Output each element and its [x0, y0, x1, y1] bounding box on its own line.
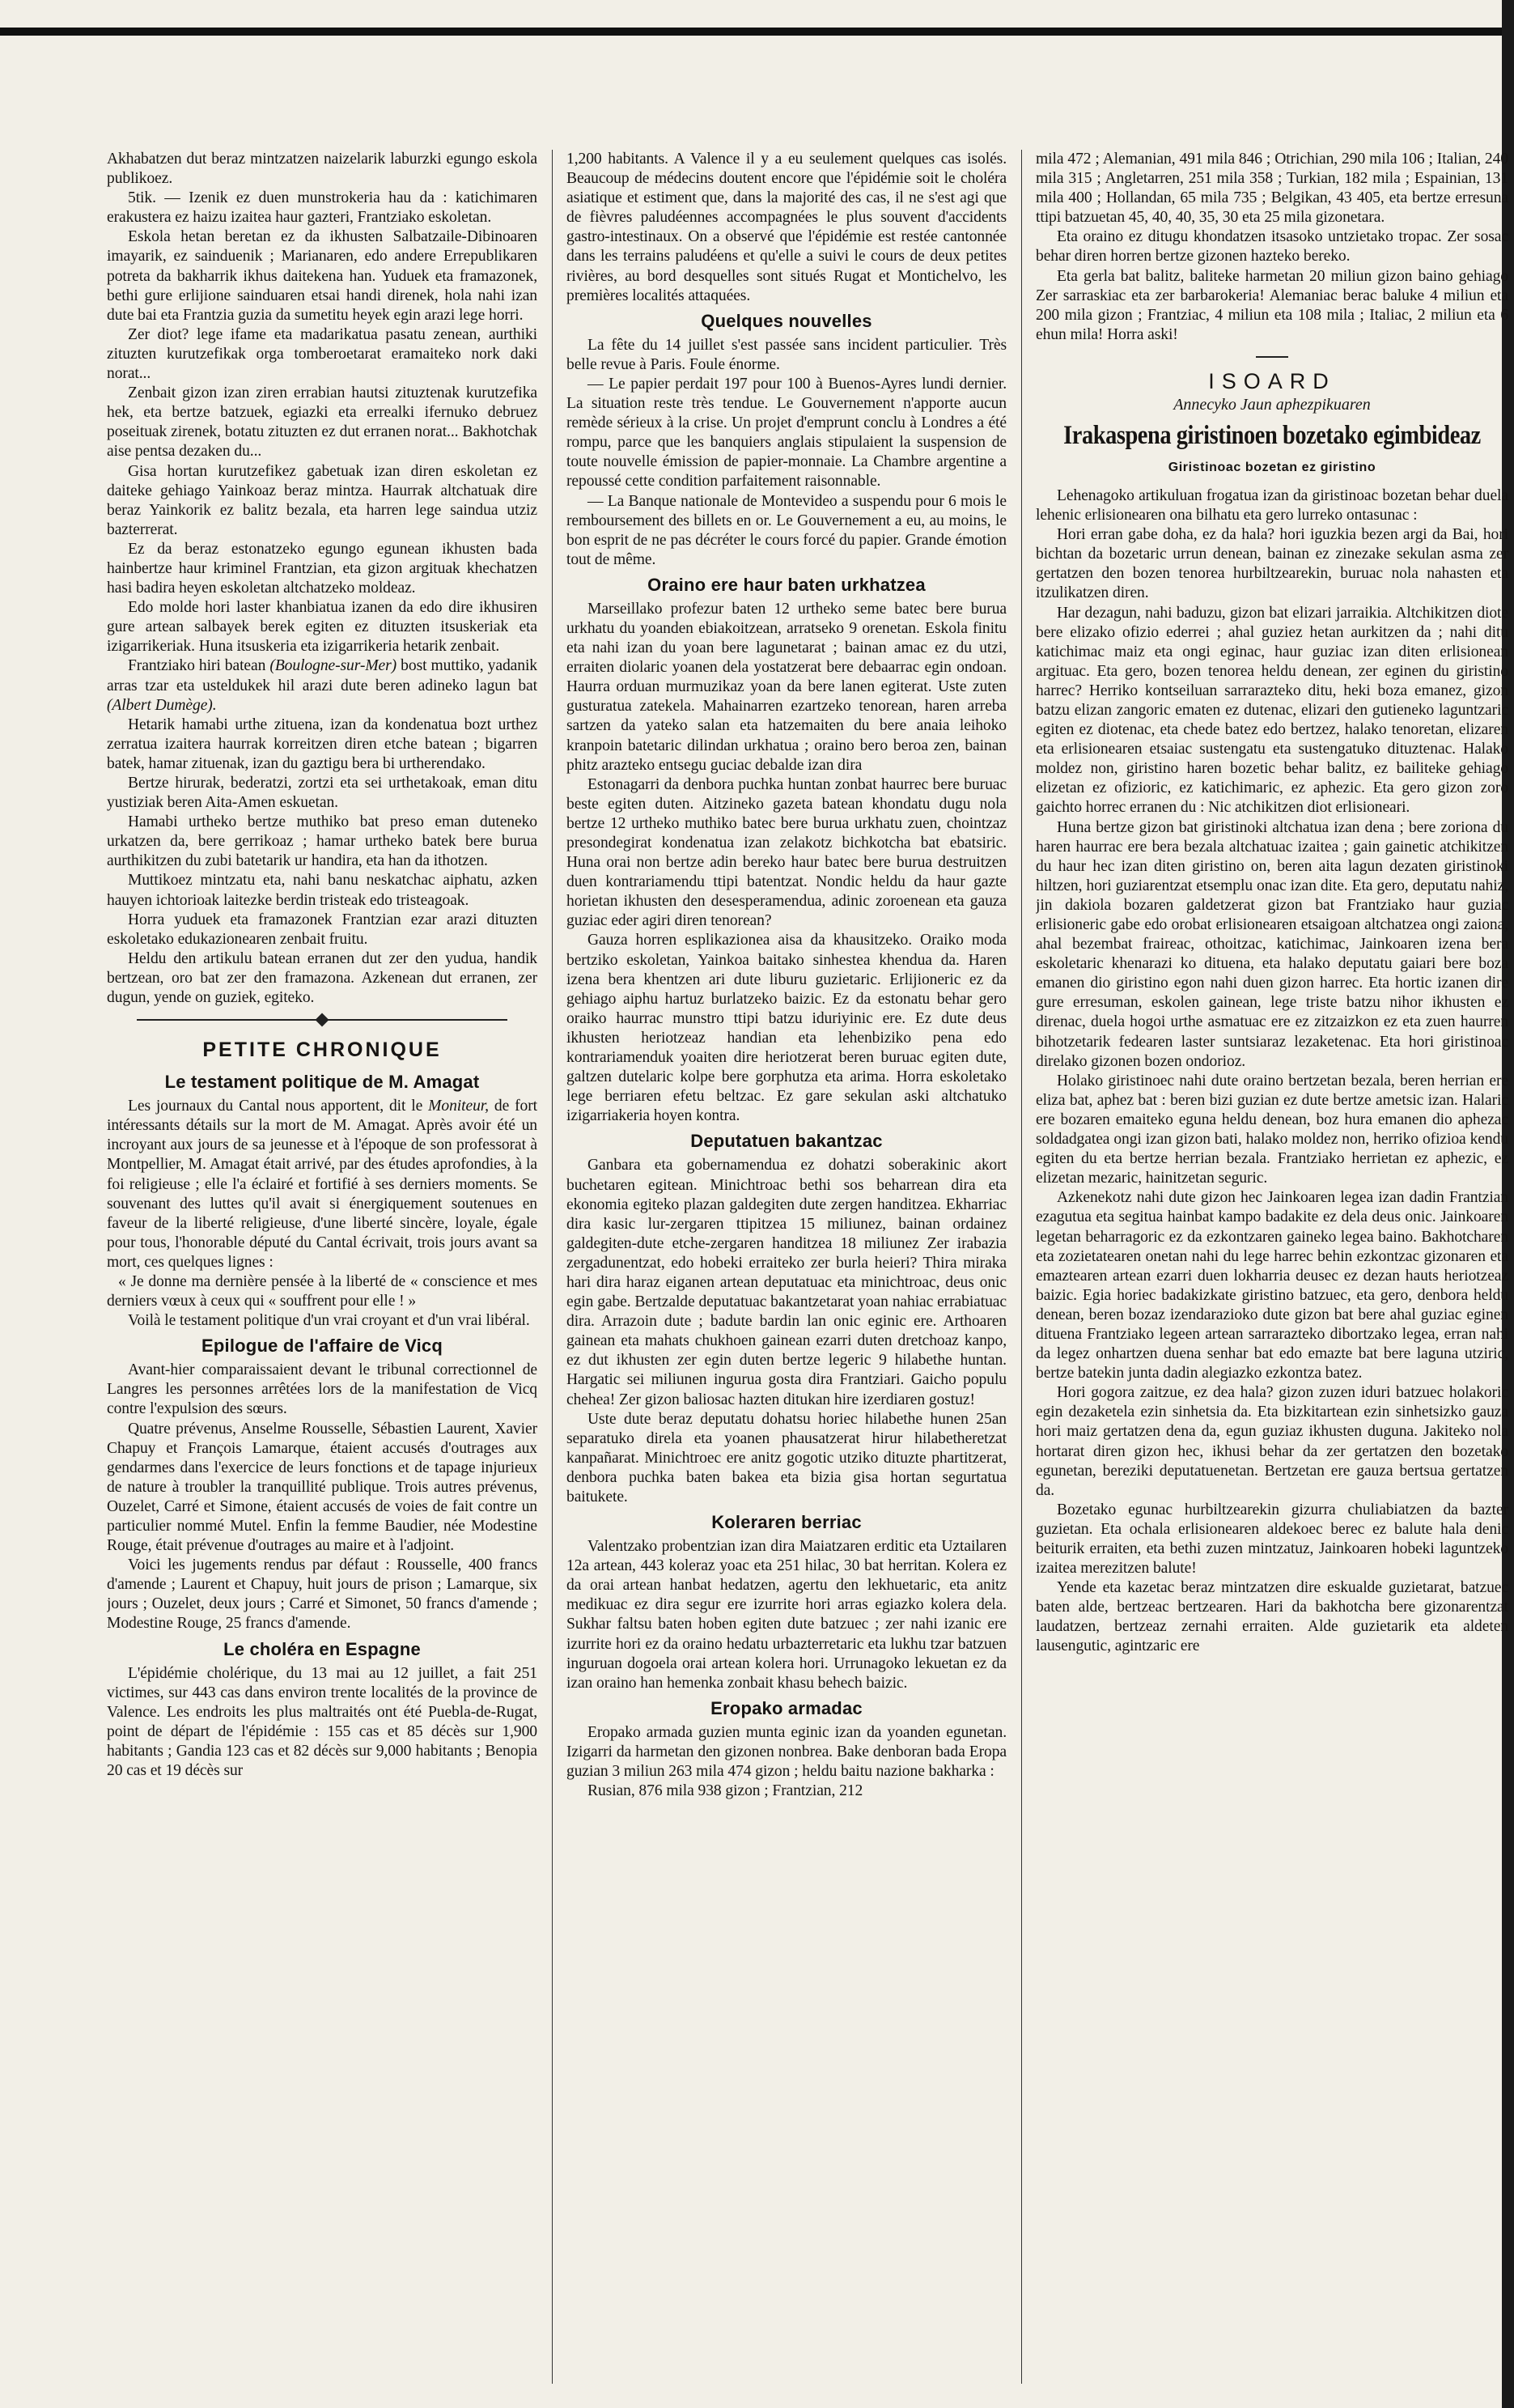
article-subheading: Giristinoac bozetan ez giristino [1168, 460, 1376, 474]
article-heading: Deputatuen bakantzac [690, 1131, 883, 1152]
paragraph: Ganbara eta gobernamendua ez dohatzi soberakinic akort buchetaren egitean. Minichtroac bethi sos beharrean dira eta ekonomia egiteko plazan galdegiten dute zergen handitzea. Ekharriac dira kasic lur-zergaren ttipitzea 15 miliunez, bainan ordainez galdegiten-dute etche-zergaren handitzea 18 miliunez Zer irabazia zergadunentzat, edo hobeki erraiteko zer burla heieri? Thira miraka hari dira haraz eiganen artean deputatuac eta minichtroac, deus onic egin gabe. Bertzalde deputatuac bakantzetarat yoan nahiac errabiatuac dira. Arrazoin dute ; badute bardin lan onic eginic ere. Arthoaren gainean eta mahats chukhoen gainean ezarri duten dretchoaz kanpo, ez dut ikhusten zer egin duten bertze legeric 9 hilabethe huntan. Hargatic sei miliunen ingurua gosta dira Frantziari. Gaicho populu chehea! Zer gizon baliosac hazten ditukan hire izerdiaren gostuz! [566, 1157, 1007, 1408]
paragraph: Eta oraino ez ditugu khondatzen itsasoko untzietako tropac. Zer sosac behar diren horren bertze gizonen hazteko bereko. [1036, 228, 1508, 265]
paragraph: Zenbait gizon izan ziren errabian hautsi zituztenak kurutzefika hek, eta bertze batzuek, egiazki eta errealki ifernuko debruez poseituak zirenek, botatu zituzten ez dut erranen norat... Bakhotchak aise pentsa dezaken du... [107, 384, 537, 461]
paragraph: Lehenagoko artikuluan frogatua izan da giristinoac bozetan behar duela lehenic erlisionearen ona bilhatu eta gero lurreko ontasunac : [1036, 486, 1508, 524]
article-heading: Le choléra en Espagne [223, 1638, 421, 1659]
paragraph: Eta gerla bat balitz, baliteke harmetan 20 miliun gizon baino gehiago Zer sarraskiac eta zer barbarokeria! Alemaniac berac baluke 4 miliun eta 200 mila gizon ; Frantziac, 4 miliun eta 108 mila ; Italiac, 2 miliun eta 6 ehun mila! Horra aski! [1036, 267, 1508, 343]
article-heading: Le testament politique de M. Amagat [164, 1072, 480, 1093]
paragraph: Hori erran gabe doha, ez da hala? hori iguzkia bezen argi da Bai, hori bichtan da bozetaric urrun denean, bainan ez zinezake sekulan asma zer gertatzen den bozen tenorea hurbiltzearekin, buruac nola nahasten eta itzulikatzen diren. [1036, 526, 1508, 602]
paragraph: Akhabatzen dut beraz mintzatzen naizelarik laburzki egungo eskola publikoez. [107, 151, 537, 188]
paragraph: Edo molde hori laster khanbiatua izanen da edo dire ikhusiren gure artean salbayek berek egiten ez dituzten itsuskeriak eta izigarrikeriak. Huna itsuskeria eta izigarrikeria hetarik zenbait. [107, 599, 537, 656]
paragraph: Hori gogora zaitzue, ez dea hala? gizon zuzen iduri batzuec holakoric egin dezaketela ezin sinhetsia da. Eta bizkitartean ezin sinhetsizko gauza hori maiz gertatzen dena da, egun guziaz ikhusten duguna. Jakiteko nola hortarat diren gizon hec, ikhusi behar da zer gertatzen den bozetako egunetan, bereziki deputatuenetan. Bertzetan ere gauza bertsua gertatzen da. [1036, 1384, 1508, 1499]
paragraph: Voici les jugements rendus par défaut : Rousselle, 400 francs d'amende ; Laurent et Chapuy, huit jours de prison ; Lamarque, six jours ; Ouzelet, deux jours ; Carré et Simonet, 50 francs d'amende ; Modestine Rouge, 25 francs d'amende. [107, 1556, 537, 1633]
article-title: Irakaspena giristinoen bozetako egimbideaz [1063, 420, 1481, 450]
article-heading: Oraino ere haur baten urkhatzea [647, 574, 926, 595]
paragraph: Bozetako egunac hurbiltzearekin gizurra chuliabiatzen da bazter guzietan. Eta ochala erlisionearen aldekoec berec ez balute hala denic beiturik erraiten, eta bethi zuzen mintzatuz, Jainkoaren hobeki laguntzeko izaitea merezitzen balute! [1036, 1501, 1508, 1578]
ornament-rule [137, 1019, 507, 1021]
author-title: Annecyko Jaun aphezpikuaren [1173, 395, 1371, 414]
column-3 [1036, 150, 1508, 2384]
paragraph: Avant-hier comparaissaient devant le tribunal correctionnel de Langres les personnes arrêtées lors de la manifestation de Vicq contre l'expulsion des sœurs. [107, 1361, 537, 1418]
paragraph: Uste dute beraz deputatu dohatsu horiec hilabethe hunen 25an separatuko direla eta yoanen phausatzerat hirur hilabetheretzat kanpañarat. Minichtroec ere anitz gogotic utziko dituzte phartitzerat, denbora puchka baten bakea eta bizia gisa hortan segurtatua baitukete. [566, 1410, 1007, 1506]
paragraph: Gauza horren esplikazionea aisa da khausitzeko. Oraiko moda bertziko eskoletan, Yainkoa baitako sinhestea khendua da. Haren izena bera khentzen ari dute liburu guzietaric. Erlijioneric ez da gehiago aiphu hartuz burlatzeko baizic. Ez da estonatu behar gero oraiko haurrac munstro ttipi batzu iduriyinic ere. Ez dute deus ikhusten heriotzeaz handian eta lehenbiziko pena edo kontrariamenduk yoaiten dire heriotzerat beren buruac egiten dute, galtzen dutelaric kolpe bere gorphutza eta arima. Horra eskoletako lege berriaren efetu beltzac. Ez gare sekulan aski altchatuko izigarriakeria hoyen kontra. [566, 932, 1007, 1125]
paragraph: Zer diot? lege ifame eta madarikatua pasatu zenean, aurthiki zituzten kurutzefikak orga tomberoetarat eramaiteko nork daki norat... [107, 325, 537, 383]
separator-rule [1256, 356, 1288, 358]
paragraph: L'épidémie cholérique, du 13 mai au 12 juillet, a fait 251 victimes, sur 443 cas dans environ trente localités de la province de Valence. Les endroits les plus maltraités ont été Puebla-de-Rugat, point de départ de l'épidémie : 155 cas et 85 décès sur 1,900 habitants ; Gandia 123 cas et 82 décès sur 9,000 habitants ; Benopia 20 cas et 19 décès sur [107, 1664, 537, 1780]
paragraph: 5tik. — Izenik ez duen munstrokeria hau da : katichimaren erakustera ez haizu izaitea haur gazteri, Frantziako eskoletan. [107, 189, 537, 227]
article-heading: Quelques nouvelles [701, 310, 872, 331]
paragraph: — Le papier perdait 197 pour 100 à Buenos-Ayres lundi dernier. La situation reste très tendue. Le Gouvernement n'apporte aucun remède sérieux à la crise. Un projet d'emprunt conclu à Londres a été rompu, parce que les banquiers anglais stipulaient la suspension de toute nouvelle émission de papier-monnaie. La Chambre argentine a repoussé cette condition parfaitement raisonnable. [566, 375, 1007, 491]
paragraph: Valentzako probentzian izan dira Maiatzaren erditic eta Uztailaren 12a artean, 443 koleraz yoac eta 251 hilac, 30 bat herritan. Kolera ez da orai artean hanbat hedatzen, agertu den lekhuetaric, eta anitz medikuac ez dira segur ere izurrite hori arras egiazko kolera dela. Sukhar faltsu baten hoben egiten dute batzuec ; zer nahi izanic ere izurrite hori ez da oraino hedatu urbazterretaric eta lukhu tzar batzuen inguruan dogoela orai artean kolera hori. Urrunagoko lekuetan ez da izan oraino han hemenka zonbait khasu behech baizic. [566, 1538, 1007, 1692]
paragraph: Yende eta kazetac beraz mintzatzen dire eskualde guzietarat, batzuec baten alde, bertzeac bertzearen. Hari da bakhotcha bere gizonarentzat laudatzen, bertzeaz zernahi erraiten. Alde guzietarik eta aldeten lausengutic, agintzaric ere [1036, 1579, 1508, 1655]
quote: « Je donne ma dernière pensée à la liberté de « conscience et mes derniers vœux à ceux qui « souffrent pour elle ! » [107, 1272, 537, 1310]
top-border-rule [0, 28, 1514, 36]
column-2 [566, 150, 1007, 2384]
paragraph: Gisa hortan kurutzefikez gabetuak izan diren eskoletan ez daiteke gehiago Yainkoaz beraz mintza. Haurrak altchatuak dire beraz Yainkorik ez balitz bezala, eta harren lege saindua utziz bazterrerat. [107, 462, 537, 538]
article-heading: Koleraren berriac [711, 1512, 862, 1533]
paragraph: Eskola hetan beretan ez da ikhusten Salbatzaile-Dibinoaren imayarik, ez sainduenik ; Marianaren, edo andere Errepublikaren potreta da bakharrik ikhus daitekena han. Yuduek eta framazonek, bethi gure erlijione sainduaren etsai handi direnek, hola nahi izan dute bai eta Frantzia guzia da sumetitu heyek egin arazi lege horri. [107, 228, 537, 324]
paragraph: Heldu den artikulu batean erranen dut zer den yudua, handik bertzean, oro bat zer den framazona. Azkenean dut erranen, zer dugun, yende on guziek, egiteko. [107, 949, 537, 1007]
paragraph: Huna bertze gizon bat giristinoki altchatua izan dena ; bere zoriona du haren haurrac ere bera bezala altchatuac izaitea ; gain gainetic atchikitzen du haur hec izan diten giristino on, beren aita lagun dezaten giristinoki hiltzen, hori guziarentzat etsemplu onac izan dite. Eta gero, deputatu nahiz, jin dakiola bozaren galdetzerat gizon bat Frantziako haur guziac erlisioneric gabe edo orobat erlisionearen etsaigoan altchatzea ongi zaiona, ahal bezembat fraireac, othoitzac, katichimac, Jainkoaren izena bera eskoletaric khenarazi ko dituena, eta halako deputatu gaiari bere boza emanen dio giristino egon nahi duen gizon harrec. Eta hortic izanen dire gure erresuman, eskolen gainean, lege triste batzu nihor ikhusten ez direnac, duela hogoi urthe asmatuac ere ez zitzaizkon ez eta zuen haurren bihotzetarik fedearen laster suntsiaraz lezaketenac. Eta hori giristinoac direlako gizonen bozen ondorioz. [1036, 818, 1508, 1070]
paragraph: Holako giristinoec nahi dute oraino bertzetan bezala, beren herrian ere eliza bat, aphez bat : beren bizi guzian ez dute bertze ametsic izan. Halaric ere bozaren emaiteko eguna heldu denean, boz hura emanen dio aphezac soldadgatea ongi izan gizon bati, halako moldez non, herriko ofizioa kendu egiten du eta bertze herrian bezala. Frantziako herrietan ez aphezic, ez elizetan mezaric, hainitzetan seguric. [1036, 1072, 1508, 1187]
author-name: ISOARD [1208, 368, 1336, 393]
paragraph: Ez da beraz estonatzeko egungo egunean ikhusten bada hainbertze haur kriminel Frantzian, eta gizon argituak khechatzen hasi badira heyen eskoletan altchatzeko moldeaz. [107, 540, 537, 597]
column-1 [107, 150, 537, 2384]
paragraph: Azkenekotz nahi dute gizon hec Jainkoaren legea izan dadin Frantzian ezagutua eta segitua hainbat kampo badakite ez dela deus onic. Jainkoaren legetan beharragoric ez da ezkontzaren gaineko legea baino. Bakhotcharen eta zozietatearen onetan nahi du lege harrec behin ezkontzac gizonaren eta emaztearen artean ezarri duen lokharria deusec ez dezan hauts heriotzeaz baizic. Egia horiec badakizkate giristino batzuec, eta gero, denbora heldu denean, beren bozaz izendarazioko dute gizon bat bere ahal guziac eginen dituena Frantziako legeen artean sarrarazteko dibortzako legea, erran nahi da legez onhartzen duena senhar bat edo emazte bat bere laguna utziric, bertze batekin junta dadin alegiazko ezkontza batez. [1036, 1189, 1508, 1382]
paragraph: Hamabi urtheko bertze muthiko bat preso eman duteneko urkatzen da, bere gerrikoaz ; hamar urtheko batek bere burua aurthikitzen du zubi batetarik ur handira, eta han da ithotzen. [107, 813, 537, 870]
paragraph: Rusian, 876 mila 938 gizon ; Frantzian, 212 [587, 1782, 863, 1800]
paragraph: mila 472 ; Alemanian, 491 mila 846 ; Otrichian, 290 mila 106 ; Italian, 240 mila 315 ; Angletarren, 251 mila 358 ; Turkian, 182 mila ; Espainian, 131 mila 400 ; Hollandan, 65 mila 735 ; Belgikan, 43 405, eta bertze erresuna ttipi batzuetan 45, 40, 40, 35, 30 eta 25 mila gizonetara. [1036, 151, 1508, 227]
paragraph: Hetarik hamabi urthe zituena, izan da kondenatua bozt urthez zerratua izaitera haurrak korreitzen diren etche batean ; bigarren batek, hamar zituenak, izan du gaztigu bera bi urtherendako. [107, 716, 537, 772]
paragraph: Quatre prévenus, Anselme Rousselle, Sébastien Laurent, Xavier Chapuy et François Lamarque, étaient accusés d'outrages aux gendarmes dans l'exercice de leurs fonctions et de tapage injurieux de nature à troubler la tranquillité publique. Trois autres prévenus, Ouzelet, Carré et Simone, étaient accusés de voies de fait contre un particulier nommé Mutel. Enfin la femme Baudier, née Modestine Rouge, était prévenue d'outrages au maire et à l'adjoint. [107, 1420, 537, 1555]
paragraph: Horra yuduek eta framazonek Frantzian ezar arazi dituzten eskoletako edukazionearen zenbait fruitu. [107, 911, 537, 948]
paragraph: Bertze hirurak, bederatzi, zortzi eta sei urthetakoak, eman ditu yustiziak beren Aita-Amen eskuetan. [107, 775, 537, 812]
paragraph: Eropako armada guzien munta eginic izan da yoanden egunetan. Izigarri da harmetan den gizonen nonbrea. Bake denboran bada Eropa guzian 3 miliun 263 mila 474 gizon ; heldu baitu nazione bakharka : [566, 1723, 1007, 1781]
paragraph: Muttikoez mintzatu eta, nahi banu neskatchac aiphatu, azken hauyen ichtorioak laitezke berdin tristeak edo tristeagoak. [107, 872, 537, 909]
paragraph: Frantziako hiri batean (Boulogne-sur-Mer) bost muttiko, yadanik arras tzar eta usteldukek hil arazi dute beren adineko lagun bat (Albert Dumège). [107, 657, 537, 714]
paragraph: Estonagarri da denbora puchka huntan zonbat haurrec bere buruac beste egiten duten. Aitzineko gazeta batean khondatu dugu nola bertze 12 urtheko muthiko batec bere burua urkhatu zuen, chointzaz presondegirat kondenatua izan zelakotz bichkotcha bat ebatsiric. Huna orai non bertze adin bereko haur batec bere burua destruitzen duen kontrariamendu ttipi batentzat. Nondic heldu da haur gazte horietan ikhusten den desesperamendua, adinic zoroenean eta gauza guziac eder agiri diren tenorean? [566, 775, 1007, 930]
paragraph: La fête du 14 juillet s'est passée sans incident particulier. Très belle revue à Paris. Foule énorme. [566, 336, 1007, 373]
paragraph: Har dezagun, nahi baduzu, gizon bat elizari jarraikia. Altchikitzen diote bere elizako ofizio ederrei ; ahal guziez hetan aurkitzen da ; nahi ditu katichimac maiz eta ongi eginac, haur guziac izan diten erlisionean argituac. Eta gero, bozen tenorea heldu denean, zer eginen du giristino harrec? Herriko kontseiluan sarrarazteko ditu, heki boza emanez, gizon batzu elizan zangoric ematen ez dutenac, elizari den gutieneko laguntzaric egiten ez diotenac, eta chede batez edo bertzez, halako tenoretan, elizaren eta erlisionearen etsaiac sustengatu eta sustengatuko dituztenac. Halako moldez non, giristino haren bozetic behar balitz, ez bailiteke gehiago elizetan ez ofizioric, ez katichimaric, ez aphezic. Eta gero gizon zoro gaichto horrec erranen du : Nic atchikitzen diot erlisioneari. [1036, 604, 1508, 817]
paragraph: Les journaux du Cantal nous apportent, dit le Moniteur, de fort intéressants détails sur la mort de M. Amagat. Après avoir été un incroyant aux jours de sa jeunesse et à l'époque de son professorat à Montpellier, M. Amagat était arrivé, par des études aprofondies, à la foi religieuse ; elle l'a éclairé et fortifié à ses derniers moments. Se souvenant des luttes qu'il avait si énergiquement soutenues en faveur de la liberté religieuse, d'une liberté sincère, loyale, égale pour tous, l'honorable député du Cantal écrivait, trois jours avant sa mort, ces quelques lignes : [107, 1098, 537, 1271]
section-heading: PETITE CHRONIQUE [202, 1038, 442, 1062]
article-heading: Eropako armadac [710, 1697, 863, 1718]
column-rule [1021, 150, 1022, 2384]
paragraph: Marseillako profezur baten 12 urtheko seme batec bere burua urkhatu du yoanden ebiakoitzean, arratseko 9 orenetan. Eskola finitu eta nahi izan du yoan bere lagunetarat ; bainan amac ez du utzi, erraiten diolaric yoanen dela yostatzerat bere debaarrac egin ondoan. Haurra orduan murmuzikaz yoan da bere lanen egiterat. Uste zuten gusturatua zatekela. Mahainarren ezartzeko tenorean, haren arreba sartzen da yateko salan eta hatzemaiten du bere anaia leihoko kranpoin batetaric dilindan urkhatua ; oraino bero beroa zen, bainan phitz arazteko entsegu guciac debalde izan dira [566, 600, 1007, 774]
paragraph: — La Banque nationale de Montevideo a suspendu pour 6 mois le remboursement des billets en or. Le Gouvernement a eu, au moins, le bon esprit de ne pas décréter le cours forcé du papier. Grande émotion tout de même. [566, 492, 1007, 568]
paragraph: Voilà le testament politique d'un vrai croyant et d'un vrai libéral. [128, 1312, 530, 1330]
article-heading: Epilogue de l'affaire de Vicq [201, 1336, 443, 1357]
newspaper-page [107, 150, 1508, 2384]
paragraph: 1,200 habitants. A Valence il y a eu seulement quelques cas isolés. Beaucoup de médecins doutent encore que l'épidémie soit le choléra asiatique et estiment que, dans la majorité des cas, il ne s'est agi que de fièvres paludéennes accompagnées le plus souvent d'accidents gastro-intestinaux. On a observé que l'épidémie est restée cantonnée dans les terrains paludéens et qu'elle a suivi le cours de deux petites rivières, au bord desquelles sont situés Rugat et Montichelvo, les premières localités attaquées. [566, 151, 1007, 304]
column-rule [552, 150, 553, 2384]
